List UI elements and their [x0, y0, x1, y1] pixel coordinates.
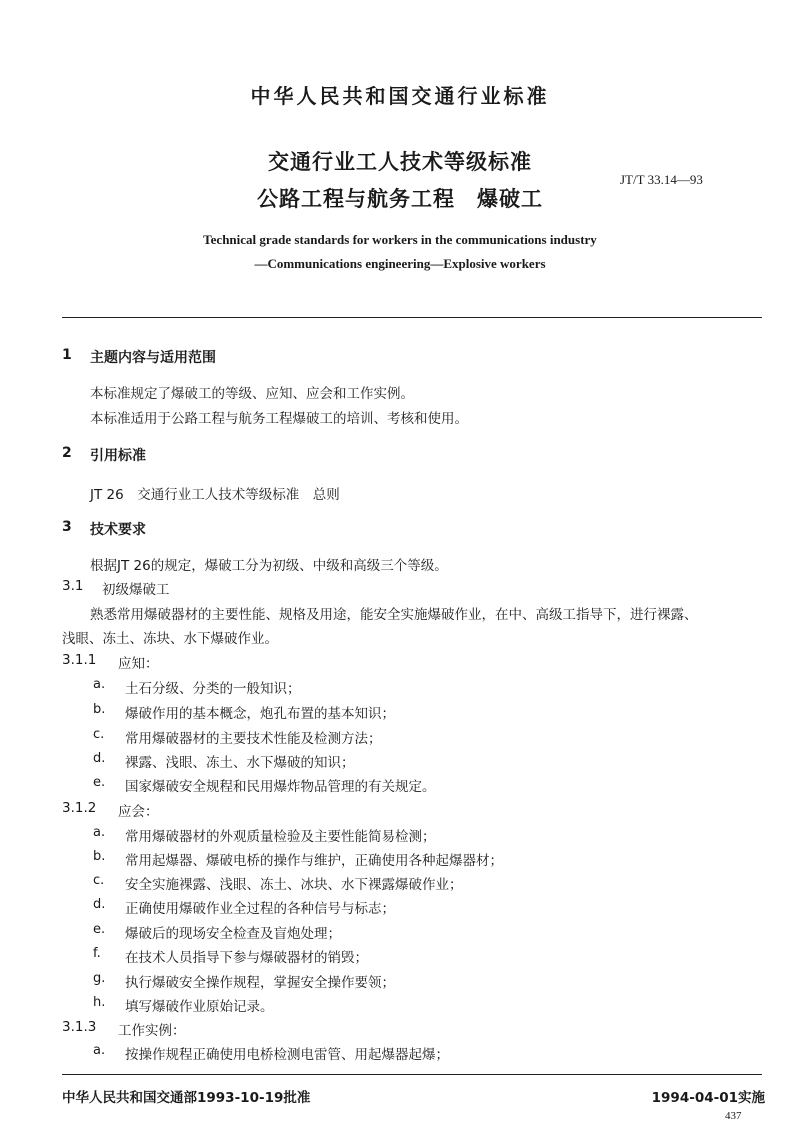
standard-code: JT/T 33.14—93: [620, 172, 703, 187]
skill-item-text: 爆破后的现场安全检查及盲炮处理；: [125, 926, 341, 942]
section-2-paragraph-1: JT 26 交通行业工人技术等级标准 总则: [90, 487, 340, 503]
section-3-1-1-number: 3.1.1: [62, 652, 97, 668]
top-divider: [62, 317, 762, 318]
know-item-label: e.: [93, 775, 106, 790]
skill-item-label: e.: [93, 922, 106, 937]
section-2-title: 引用标准: [90, 448, 146, 464]
skill-item-label: h.: [93, 995, 106, 1010]
section-3-1-paragraph-1: 熟悉常用爆破器材的主要性能、规格及用途，能安全实施爆破作业，在中、高级工指导下，进行裸露、: [90, 607, 698, 623]
standard-header: 中华人民共和国交通行业标准: [250, 84, 550, 108]
english-title-line-1: Technical grade standards for workers in the communications industry: [203, 232, 597, 247]
skill-item-text: 正确使用爆破作业全过程的各种信号与标志；: [125, 901, 395, 917]
skill-item-label: b.: [93, 849, 106, 864]
section-3-1-title: 初级爆破工: [102, 582, 170, 598]
skill-item-text: 安全实施裸露、浅眼、冻土、冰块、水下裸露爆破作业；: [125, 877, 463, 893]
know-item-label: d.: [93, 751, 106, 766]
page-number: 437: [725, 1110, 742, 1122]
section-3-1-2-title: 应会：: [118, 804, 159, 820]
skill-item-label: c.: [93, 873, 105, 888]
skill-item-label: f.: [93, 946, 101, 961]
skill-item-text: 填写爆破作业原始记录。: [125, 999, 274, 1015]
title-line-1: 交通行业工人技术等级标准: [268, 150, 532, 174]
example-item-text: 按操作规程正确使用电桥检测电雷管、用起爆器起爆；: [125, 1047, 449, 1063]
title-line-2: 公路工程与航务工程 爆破工: [257, 187, 543, 211]
section-2-number: 2: [62, 445, 72, 461]
section-1-paragraph-1: 本标准规定了爆破工的等级、应知、应会和工作实例。: [90, 386, 414, 402]
english-title-line-2: —Communications engineering—Explosive workers: [254, 256, 546, 271]
know-item-text: 常用爆破器材的主要技术性能及检测方法；: [125, 731, 382, 747]
section-3-1-2-number: 3.1.2: [62, 800, 97, 816]
section-3-1-3-number: 3.1.3: [62, 1019, 97, 1035]
section-3-1-3-title: 工作实例：: [118, 1023, 186, 1039]
skill-item-text: 常用起爆器、爆破电桥的操作与维护，正确使用各种起爆器材；: [125, 853, 503, 869]
skill-item-text: 常用爆破器材的外观质量检验及主要性能简易检测；: [125, 829, 436, 845]
know-item-text: 裸露、浅眼、冻土、水下爆破的知识；: [125, 755, 355, 771]
section-1-paragraph-2: 本标准适用于公路工程与航务工程爆破工的培训、考核和使用。: [90, 411, 468, 427]
know-item-label: b.: [93, 702, 106, 717]
skill-item-label: a.: [93, 825, 106, 840]
know-item-label: c.: [93, 727, 105, 742]
skill-item-label: g.: [93, 971, 106, 986]
section-3-paragraph-1: 根据JT 26的规定，爆破工分为初级、中级和高级三个等级。: [90, 558, 448, 574]
section-3-title: 技术要求: [90, 522, 146, 538]
skill-item-text: 在技术人员指导下参与爆破器材的销毁；: [125, 950, 368, 966]
section-3-1-1-title: 应知：: [118, 656, 159, 672]
example-item-label: a.: [93, 1043, 106, 1058]
section-1-number: 1: [62, 347, 72, 363]
section-3-1-paragraph-2: 浅眼、冻土、冻块、水下爆破作业。: [62, 631, 278, 647]
bottom-divider: [62, 1074, 762, 1075]
section-1-title: 主题内容与适用范围: [90, 350, 216, 366]
skill-item-label: d.: [93, 897, 106, 912]
effective-date: 1994-04-01实施: [651, 1090, 765, 1106]
section-3-number: 3: [62, 519, 72, 535]
skill-item-text: 执行爆破安全操作规程，掌握安全操作要领；: [125, 975, 395, 991]
section-3-1-number: 3.1: [62, 578, 84, 594]
know-item-text: 国家爆破安全规程和民用爆炸物品管理的有关规定。: [125, 779, 436, 795]
approval-line: 中华人民共和国交通部1993-10-19批准: [62, 1090, 311, 1106]
know-item-text: 土石分级、分类的一般知识；: [125, 681, 301, 697]
know-item-label: a.: [93, 677, 106, 692]
know-item-text: 爆破作用的基本概念，炮孔布置的基本知识；: [125, 706, 395, 722]
